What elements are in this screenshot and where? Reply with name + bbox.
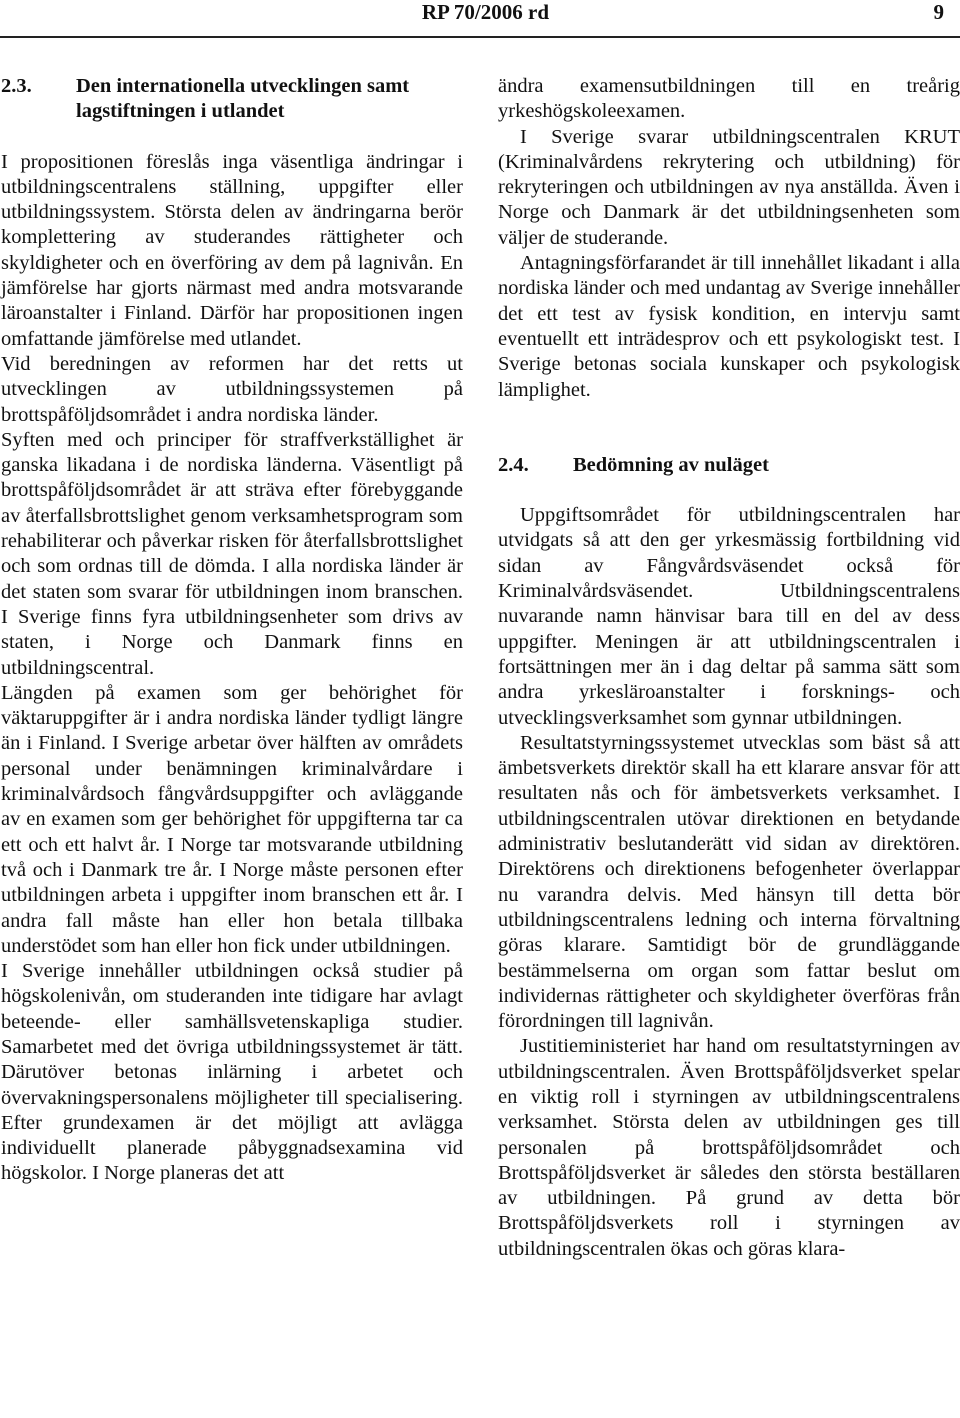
paragraph: I propositionen föreslås inga väsentliga ändringar i utbildningscentralens ställning, uppgifter eller utbildningssystem. Största delen av ändringarna berör komplettering av studerandes rättigheter och skyldigheter och en överföring av dem på lagnivån. En jämförelse har gjorts närmast med andra motsvarande läroanstalter i Finland. Därför har propositionen ingen omfattande jämförelse med utlandet. xyxy=(1,150,463,350)
section-heading-2-3 xyxy=(1,74,463,125)
page-number: 9 xyxy=(933,0,944,24)
paragraph: Syften med och principer för straffverkställighet är ganska likadana i de nordiska länderna. Väsentligt på brottspåföljdsområdet är att sträva efter förebyggande av återfallsbrottslighet genom verksamhetsprogram som rehabiliterar och påverkar risken för återfallsbrottslighet och som ordnas till de dömda. I alla nordiska länder är det staten som svarar för utbildningen inom branschen. I Sverige finns fyra utbildningsenheter som drivs av staten, i Norge och Danmark finns en utbildningscentral. xyxy=(1,428,463,679)
section-heading-2-4 xyxy=(498,453,960,478)
paragraph: ändra examensutbildningen till en treårig yrkeshögskoleexamen. xyxy=(498,75,960,123)
paragraph: Uppgiftsområdet för utbildningscentralen har utvidgats så att den ger yrkesmässig fortbildning vid sidan av Fångvårdsväsendet också för Kriminalvårdsväsendet. Utbildningscentralens nuvarande namn hänvisar bara till en del av dess uppgifter. Meningen är att utbildningscentralen i fortsättningen mer än i dag deltar på samma sätt som andra yrkesläroanstalter i forsknings- och utvecklingsverksamhet som gynnar utbildningen. xyxy=(498,504,960,729)
section-number: 2.4. xyxy=(498,453,529,476)
document-reference: RP 70/2006 rd xyxy=(421,0,549,24)
paragraph: Längden på examen som ger behörighet för väktaruppgifter är i andra nordiska länder tydligt längre än i Finland. I Sverige arbetar över hälften av områdets personal under benämningen kriminalvårdare i kriminalvårdsoch fångvårdsuppgifter och avläggande av en examen som ger behörighet för uppgifterna tar ca ett och ett halvt år. I Norge tar motsvarande utbildning två och i Danmark tre år. I Norge måste personen efter utbildningen arbeta i uppgifter inom branschen ett år. I andra fall måste han eller hon betala tillbaka understödet som han eller hon fick under utbildningen. xyxy=(1,681,463,957)
section-number: 2.3. xyxy=(1,75,32,97)
right-column xyxy=(498,74,960,1262)
page-header xyxy=(0,0,960,30)
paragraph: Justitieministeriet har hand om resultatstyrningen av utbildningscentralen. Även Brottspåföljdsverket spelar en viktig roll i styrningen av utbildningscentralens verksamhet. Största delen av utbildningen ges till personalen på brottspåföljdsområdet och Brottspåföljdsverket är således den största beställaren av utbildningen. På grund av detta bör Brottspåföljdsverkets roll i styrningen av utbildningscentralen ökas och göras klara- xyxy=(498,1035,960,1260)
section-title: Den internationella utvecklingen samt lagstiftningen i utlandet xyxy=(76,75,410,123)
paragraph: I Sverige svarar utbildningscentralen KRUT (Kriminalvårdens rekrytering och utbildning) för rekryteringen och utbildningen av nya anställda. Även i Norge och Danmark är det utbildningsenheten som väljer de studerande. xyxy=(498,125,960,249)
header-rule xyxy=(0,36,960,38)
section-title: Bedömning av nuläget xyxy=(573,453,769,476)
paragraph: Resultatstyrningssystemet utvecklas som bäst så att ämbetsverkets direktör skall ha ett klarare ansvar för att resultaten nås och för ämbetsverkets verksamhet. I utbildningscentralen utövar direktionen en betydande administrativ beslutanderätt vid sidan av direktören. Direktörens och direktionens befogenheter överlappar nu varandra delvis. Med hänsyn till detta bör utbildningscentralens ledning och interna förvaltning göras klarare. Samtidigt bör de grundläggande bestämmelserna om organ som fattar beslut om individernas rättigheter och skyldigheter överföras från förordningen till lagnivån. xyxy=(498,731,960,1033)
paragraph: Antagningsförfarandet är till innehållet likadant i alla nordiska länder och med undantag av Sverige innehåller det ett test av fysisk kondition, en intervju samt eventuellt ett inträdesprov och ett psykologiskt test. I Sverige betonas sociala kunskaper och psykologisk lämplighet. xyxy=(498,252,960,401)
paragraph: Vid beredningen av reformen har det retts ut utvecklingen av utbildningssystemen på brottspåföljdsområdet i andra nordiska länder. xyxy=(1,352,463,426)
left-column xyxy=(1,74,463,1187)
paragraph: I Sverige innehåller utbildningen också studier på högskolenivån, om studeranden inte tidigare har avlagt beteende- eller samhällsvetenskapliga studier. Samarbetet med det övriga utbildningssystemet är tätt. Därutöver betonas inlärning i arbetet och övervakningspersonalens möjligheter till specialisering. Efter grundexamen är det möjligt att avlägga individuellt planerade påbyggnadsexamina vid högskolor. I Norge planeras det att xyxy=(1,960,463,1185)
